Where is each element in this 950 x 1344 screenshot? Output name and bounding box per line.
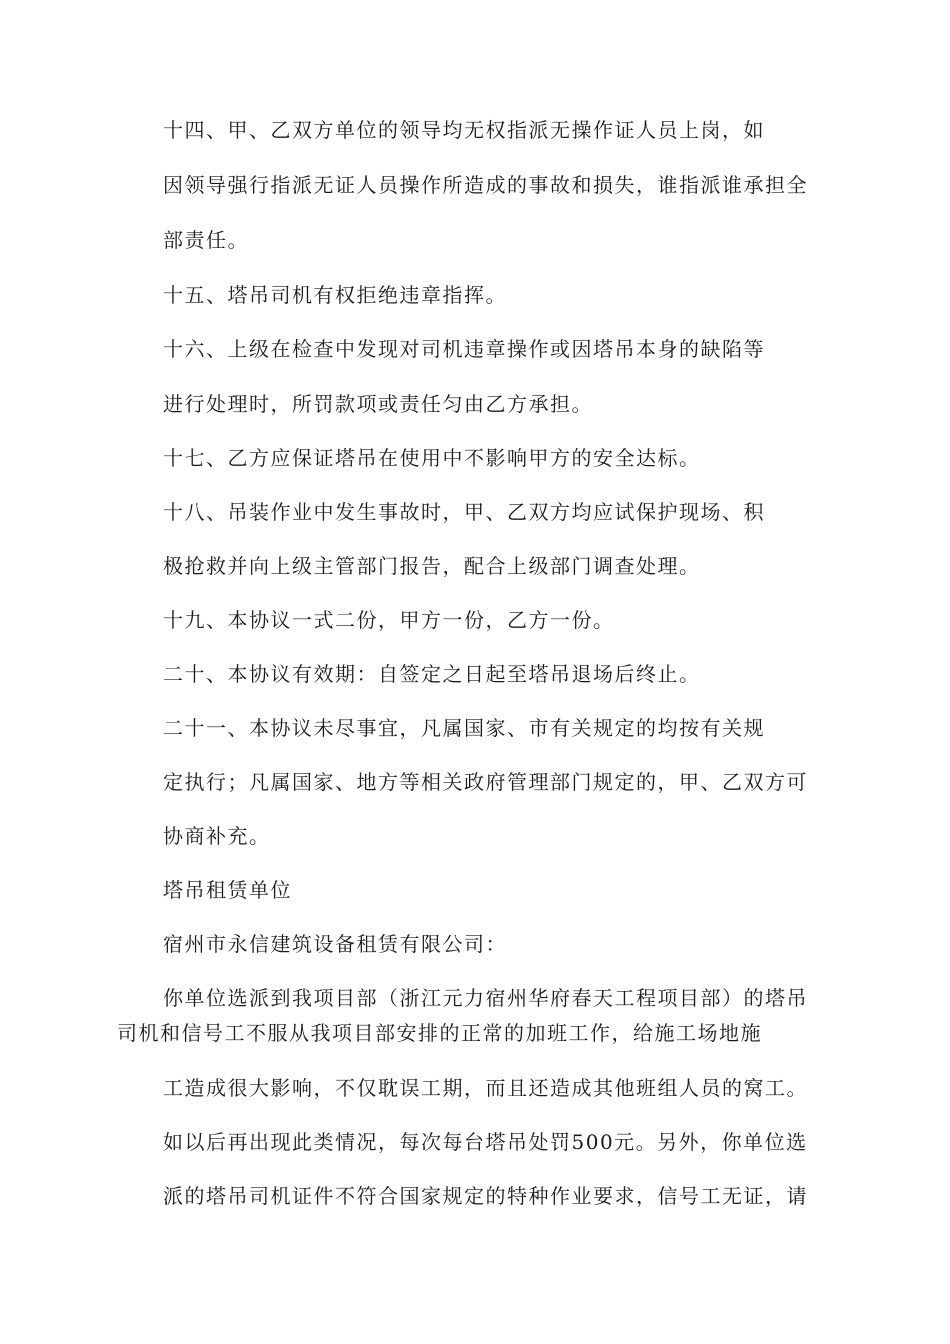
text-line: 宿州市永信建筑设备租赁有限公司：	[163, 932, 507, 956]
text-line: 派的塔吊司机证件不符合国家规定的特种作业要求，信号工无证，请	[163, 1184, 808, 1208]
text-line: 因领导强行指派无证人员操作所造成的事故和损失，谁指派谁承担全	[163, 173, 808, 197]
text-line: 协商补充。	[163, 824, 271, 848]
text-line: 二十、本协议有效期：自签定之日起至塔吊退场后终止。	[163, 662, 701, 686]
text-line: 十八、吊装作业中发生事故时，甲、乙双方均应试保护现场、积	[163, 500, 765, 524]
text-line: 司机和信号工不服从我项目部安排的正常的加班工作，给施工场地施	[117, 1021, 762, 1045]
text-line: 极抢救并向上级主管部门报告，配合上级部门调查处理。	[163, 554, 701, 578]
text-line: 十六、上级在检查中发现对司机违章操作或因塔吊本身的缺陷等	[163, 337, 765, 361]
text-line: 工造成很大影响，不仅耽误工期，而且还造成其他班组人员的窝工。	[163, 1076, 808, 1100]
text-line: 定执行；凡属国家、地方等相关政府管理部门规定的，甲、乙双方可	[163, 770, 808, 794]
text-line: 塔吊租赁单位	[163, 878, 292, 902]
text-line: 部责任。	[163, 228, 249, 252]
text-line: 进行处理时，所罚款项或责任匀由乙方承担。	[163, 392, 593, 416]
text-line: 十七、乙方应保证塔吊在使用中不影响甲方的安全达标。	[163, 446, 701, 470]
text-line: 如以后再出现此类情况，每次每台塔吊处罚500元。另外，你单位选	[163, 1130, 808, 1154]
text-line: 十五、塔吊司机有权拒绝违章指挥。	[163, 283, 507, 307]
text-line: 二十一、本协议未尽事宜，凡属国家、市有关规定的均按有关规	[163, 716, 765, 740]
text-line: 十四、甲、乙双方单位的领导均无权指派无操作证人员上岗，如	[163, 118, 765, 142]
text-line: 你单位选派到我项目部（浙江元力宿州华府春天工程项目部）的塔吊	[163, 986, 808, 1010]
text-line: 十九、本协议一式二份，甲方一份，乙方一份。	[163, 608, 615, 632]
